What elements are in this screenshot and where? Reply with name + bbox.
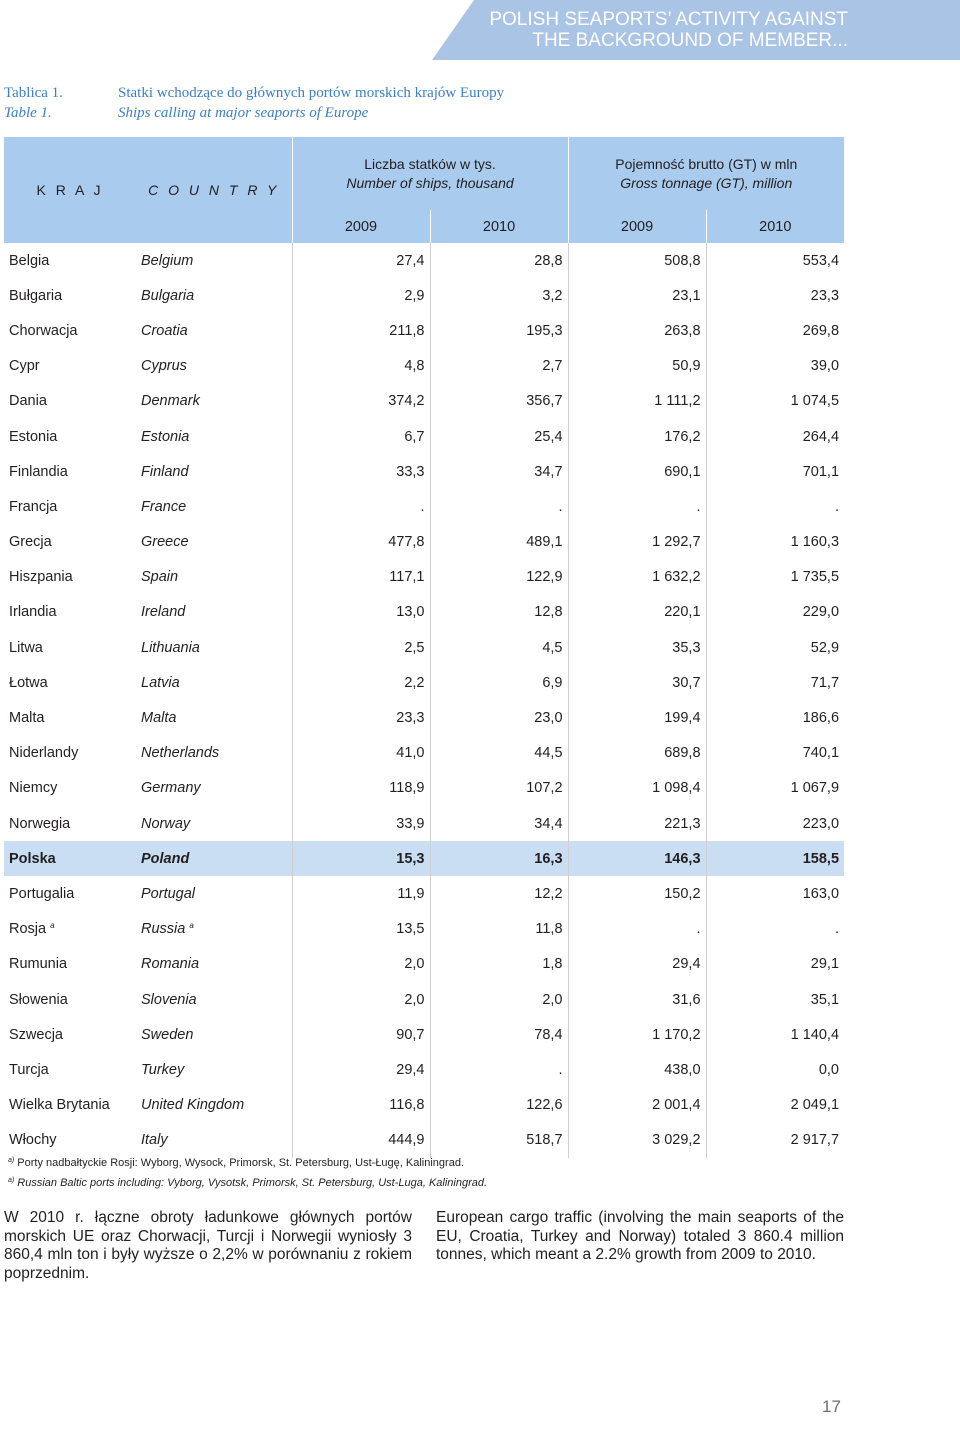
table-row	[4, 912, 844, 947]
table-cell-value: 23,3	[292, 700, 430, 735]
country-name-en: Greece	[141, 534, 189, 551]
cell-country-pl	[4, 560, 136, 595]
country-name-pl: Wielka Brytania	[9, 1097, 110, 1114]
country-name-en: Portugal	[141, 885, 196, 902]
table-cell-value: 13,0	[292, 595, 430, 630]
cell-country-pl	[4, 1017, 136, 1052]
table-cell-value: 146,3	[568, 841, 706, 876]
footnotes	[8, 1152, 487, 1192]
table-cell-value: 1 140,4	[790, 1026, 840, 1043]
cell-country-en	[136, 912, 292, 947]
country-name-pl: Polska	[9, 850, 56, 867]
table-cell-value: 25,4	[430, 419, 568, 454]
table-cell-value: 41,0	[292, 736, 430, 771]
table-cell-value: 33,9	[292, 806, 430, 841]
country-name-en: Germany	[141, 780, 201, 797]
cell-country-pl	[4, 313, 136, 348]
table-cell-value: 6,9	[430, 665, 568, 700]
country-name-en: Slovenia	[141, 991, 197, 1008]
table-cell-value: 39,0	[810, 358, 840, 375]
table-cell-value: 211,8	[292, 313, 430, 348]
cell-country-en	[136, 841, 292, 876]
country-name-pl: Turcja	[9, 1061, 49, 1078]
cell-country-pl	[4, 771, 136, 806]
table-cell-value: 553,4	[802, 252, 840, 269]
table-cell-value: .	[834, 921, 840, 938]
country-name-pl: Norwegia	[9, 815, 71, 832]
table-cell-value: 35,3	[568, 630, 706, 665]
table-cell-value: 11,9	[292, 876, 430, 911]
table-cell-value: 71,7	[810, 674, 840, 691]
table-cell-value: 229,0	[802, 604, 840, 621]
table-cell-value: 34,7	[430, 454, 568, 489]
table-cell-value: .	[568, 912, 706, 947]
table-cell-value: 2 001,4	[568, 1088, 706, 1123]
table-row	[4, 841, 844, 876]
table-cell-value: 2 917,7	[790, 1132, 840, 1149]
table-cell-value: 690,1	[568, 454, 706, 489]
page-number: 17	[822, 1397, 841, 1416]
cell-country-en	[136, 384, 292, 419]
table-row	[4, 419, 844, 454]
cell-country-pl	[4, 384, 136, 419]
header-year: 2009	[568, 210, 706, 243]
cell-country-en	[136, 1017, 292, 1052]
footnote-mark: a)	[8, 1157, 15, 1164]
country-name-pl: Bułgaria	[9, 287, 63, 304]
table-cell-value: 23,0	[430, 700, 568, 735]
cell-country-pl	[4, 595, 136, 630]
table-row	[4, 454, 844, 489]
cell-country-en	[136, 982, 292, 1017]
table-cell-value: .	[834, 498, 840, 515]
cell-country-en	[136, 771, 292, 806]
table-row	[4, 489, 844, 524]
country-name-pl: Szwecja	[9, 1026, 63, 1043]
cell-country-en	[136, 454, 292, 489]
cell-country-en	[136, 947, 292, 982]
table-row	[4, 243, 844, 278]
country-name-en: Lithuania	[141, 639, 200, 656]
table-row	[4, 806, 844, 841]
table-cell-value: 2,0	[292, 947, 430, 982]
country-name-pl: Włochy	[9, 1132, 57, 1149]
cell-country-en	[136, 806, 292, 841]
table-cell-value: 195,3	[430, 313, 568, 348]
table-cell-value: 518,7	[430, 1123, 568, 1158]
table-cell-value: 3,2	[430, 278, 568, 313]
footnote-pl	[8, 1152, 487, 1172]
country-name-pl: Francja	[9, 498, 58, 515]
cell-country-en	[136, 1088, 292, 1123]
country-name-pl: Malta	[9, 710, 45, 727]
table-cell-value: 116,8	[292, 1088, 430, 1123]
table-cell-value: 29,1	[810, 956, 840, 973]
table-cell-value: 176,2	[568, 419, 706, 454]
table-row	[4, 525, 844, 560]
table-cell-value: 223,0	[802, 815, 840, 832]
country-name-pl: Rumunia	[9, 956, 68, 973]
table-cell-value: 1 160,3	[790, 534, 840, 551]
cell-country-en	[136, 278, 292, 313]
table-cell-value: 6,7	[292, 419, 430, 454]
country-name-en: Sweden	[141, 1026, 194, 1043]
table-cell-value: 3 029,2	[568, 1123, 706, 1158]
table-cell-value: 50,9	[568, 349, 706, 384]
table-cell-value: 1 111,2	[568, 384, 706, 419]
cell-country-pl	[4, 489, 136, 524]
cell-country-en	[136, 525, 292, 560]
table-cell-value: 158,5	[706, 841, 844, 876]
header-year: 2010	[430, 210, 568, 243]
country-name-pl: Portugalia	[9, 885, 75, 902]
table-cell-value: 122,9	[430, 560, 568, 595]
table-cell-value: 1 170,2	[568, 1017, 706, 1052]
table-row	[4, 1088, 844, 1123]
country-name-pl: Niderlandy	[9, 745, 79, 762]
table-cell-value: 264,4	[802, 428, 840, 445]
country-name-pl: Łotwa	[9, 674, 48, 691]
country-name-en: Croatia	[141, 322, 188, 339]
table-cell-value: 27,4	[292, 243, 430, 278]
header-year: 2010	[706, 210, 844, 243]
table-cell-value: 78,4	[430, 1017, 568, 1052]
table-cell-value: 16,3	[430, 841, 568, 876]
header-group-tonnage	[568, 137, 844, 210]
country-name-en: Latvia	[141, 674, 180, 691]
table-cell-value: 1 067,9	[790, 780, 840, 797]
country-name-pl: Irlandia	[9, 604, 57, 621]
cell-country-en	[136, 595, 292, 630]
footnote-ref: a	[189, 921, 194, 931]
country-name-en: Romania	[141, 956, 200, 973]
cell-country-en	[136, 349, 292, 384]
table-cell-value: .	[292, 489, 430, 524]
table-row	[4, 876, 844, 911]
header-group-tonnage-pl: Pojemność brutto (GT) w mln	[615, 155, 798, 172]
header-country: C O U N T R Y	[136, 137, 292, 243]
header-kraj: K R A J	[4, 137, 136, 243]
country-name-en: Bulgaria	[141, 287, 195, 304]
country-name-pl: Niemcy	[9, 780, 58, 797]
cell-country-pl	[4, 700, 136, 735]
country-name-pl: Chorwacja	[9, 322, 78, 339]
table-row	[4, 947, 844, 982]
country-name-en: Norway	[141, 815, 191, 832]
cell-country-pl	[4, 841, 136, 876]
country-name-en: Netherlands	[141, 745, 220, 762]
table-cell-value: 30,7	[568, 665, 706, 700]
cell-country-pl	[4, 278, 136, 313]
cell-country-en	[136, 665, 292, 700]
table-cell-value: 477,8	[292, 525, 430, 560]
caption-label-en: Table 1.	[4, 105, 52, 121]
country-name-en: Estonia	[141, 428, 190, 445]
table-cell-value: 13,5	[292, 912, 430, 947]
table-cell-value: 444,9	[292, 1123, 430, 1158]
table-row	[4, 313, 844, 348]
header-year: 2009	[292, 210, 430, 243]
country-name-pl: Belgia	[9, 252, 50, 269]
country-name-pl: Dania	[9, 393, 47, 410]
table-cell-value: 1 098,4	[568, 771, 706, 806]
table-row	[4, 384, 844, 419]
header-group-tonnage-en: Gross tonnage (GT), million	[620, 174, 793, 191]
cell-country-en	[136, 630, 292, 665]
table-cell-value: 221,3	[568, 806, 706, 841]
table-cell-value: 23,1	[568, 278, 706, 313]
country-name-en: Italy	[141, 1132, 168, 1149]
table-row	[4, 665, 844, 700]
table-cell-value: 29,4	[568, 947, 706, 982]
table-cell-value: 489,1	[430, 525, 568, 560]
table-cell-value: 0,0	[818, 1061, 840, 1078]
table-row	[4, 1052, 844, 1087]
table-cell-value: 199,4	[568, 700, 706, 735]
table-cell-value: 374,2	[292, 384, 430, 419]
cell-country-pl	[4, 419, 136, 454]
table-body	[4, 243, 844, 1158]
country-name-en: Ireland	[141, 604, 186, 621]
table-cell-value: 31,6	[568, 982, 706, 1017]
table-cell-value: 118,9	[292, 771, 430, 806]
cell-country-pl	[4, 806, 136, 841]
table-cell-value: 34,4	[430, 806, 568, 841]
running-header-line1: POLISH SEAPORTS’ ACTIVITY AGAINST	[489, 9, 848, 30]
footnote-ref: a	[50, 921, 55, 931]
table-cell-value: 2,0	[292, 982, 430, 1017]
table-cell-value: 1 735,5	[790, 569, 840, 586]
running-header-line2: THE BACKGROUND OF MEMBER...	[532, 30, 848, 51]
country-name-en: Spain	[141, 569, 179, 586]
country-name-pl: Rosja	[9, 921, 47, 938]
table-cell-value: 2,9	[292, 278, 430, 313]
table-cell-value: 28,8	[430, 243, 568, 278]
caption-title-pl: Statki wchodzące do głównych portów morskich krajów Europy	[118, 85, 505, 101]
table-cell-value: .	[568, 489, 706, 524]
footnote-en	[8, 1172, 487, 1192]
running-header	[489, 9, 848, 51]
table-cell-value: 12,2	[430, 876, 568, 911]
table-cell-value: 44,5	[430, 736, 568, 771]
country-name-pl: Grecja	[9, 534, 52, 551]
table-cell-value: 263,8	[568, 313, 706, 348]
table-cell-value: 4,8	[292, 349, 430, 384]
cell-country-pl	[4, 243, 136, 278]
table-cell-value: 33,3	[292, 454, 430, 489]
cell-country-en	[136, 700, 292, 735]
table-cell-value: 15,3	[292, 841, 430, 876]
cell-country-pl	[4, 982, 136, 1017]
caption-title-en: Ships calling at major seaports of Europe	[118, 105, 369, 121]
table-row	[4, 1017, 844, 1052]
cell-country-pl	[4, 1052, 136, 1087]
table-cell-value: 1 074,5	[790, 393, 840, 410]
cell-country-en	[136, 736, 292, 771]
cell-country-en	[136, 313, 292, 348]
country-name-pl: Słowenia	[9, 991, 68, 1008]
country-name-pl: Cypr	[9, 358, 40, 375]
cell-country-pl	[4, 630, 136, 665]
footnote-pl-text: Porty nadbałtyckie Rosji: Wyborg, Wysock, Primorsk, St. Petersburg, Ust-Ługę, Kaliningrad.	[17, 1157, 464, 1169]
country-name-en: Finland	[141, 463, 189, 480]
table-row	[4, 560, 844, 595]
paragraph-pl: W 2010 r. łączne obroty ładunkowe głównych portów morskich UE oraz Chorwacji, Turcji i Norwegii wyniosły 3 860,4 mln ton i były wyższe o 2,2% w porównaniu z rokiem poprzednim.	[4, 1209, 412, 1282]
table-cell-value: .	[430, 1052, 568, 1087]
table-cell-value: 29,4	[292, 1052, 430, 1087]
table-cell-value: 438,0	[568, 1052, 706, 1087]
cell-country-pl	[4, 876, 136, 911]
table-cell-value: 11,8	[430, 912, 568, 947]
footnote-mark: a)	[8, 1177, 15, 1184]
table-cell-value: 2,2	[292, 665, 430, 700]
table-cell-value: 1 292,7	[568, 525, 706, 560]
country-name-en: Poland	[141, 850, 190, 867]
table-cell-value: 186,6	[802, 710, 840, 727]
table-cell-value: 220,1	[568, 595, 706, 630]
cell-country-pl	[4, 665, 136, 700]
country-name-en: Denmark	[141, 393, 200, 410]
cell-country-pl	[4, 349, 136, 384]
cell-country-pl	[4, 454, 136, 489]
table-row	[4, 349, 844, 384]
table-cell-value: 23,3	[810, 287, 840, 304]
table-cell-value: 4,5	[430, 630, 568, 665]
table-cell-value: 356,7	[430, 384, 568, 419]
cell-country-en	[136, 489, 292, 524]
table-cell-value: 701,1	[802, 463, 840, 480]
table-row	[4, 736, 844, 771]
table-cell-value: 2 049,1	[790, 1097, 840, 1114]
country-name-en: United Kingdom	[141, 1097, 245, 1114]
cell-country-en	[136, 560, 292, 595]
paragraph-en: European cargo traffic (involving the main seaports of the EU, Croatia, Turkey and Norway) totaled 3 860.4 million tonnes, which meant a 2.2% growth from 2009 to 2010.	[436, 1209, 844, 1263]
table-row	[4, 595, 844, 630]
table-row	[4, 982, 844, 1017]
table-cell-value: 2,7	[430, 349, 568, 384]
cell-country-en	[136, 876, 292, 911]
country-name-pl: Hiszpania	[9, 569, 73, 586]
country-name-en: Belgium	[141, 252, 194, 269]
table-cell-value: .	[430, 489, 568, 524]
table-row	[4, 700, 844, 735]
table-row	[4, 771, 844, 806]
table-cell-value: 35,1	[810, 991, 840, 1008]
table-cell-value: 117,1	[292, 560, 430, 595]
table-cell-value: 689,8	[568, 736, 706, 771]
footnote-en-text: Russian Baltic ports including: Vyborg, Vysotsk, Primorsk, St. Petersburg, Ust-Luga, Kaliningrad.	[17, 1177, 488, 1189]
table-cell-value: 2,5	[292, 630, 430, 665]
table-cell-value: 740,1	[802, 745, 840, 762]
country-name-pl: Estonia	[9, 428, 58, 445]
country-name-en: France	[141, 498, 187, 515]
table-caption	[4, 83, 504, 123]
country-name-en: Malta	[141, 710, 177, 727]
table-cell-value: 2,0	[430, 982, 568, 1017]
cell-country-en	[136, 419, 292, 454]
table-cell-value: 107,2	[430, 771, 568, 806]
cell-country-pl	[4, 736, 136, 771]
country-name-pl: Litwa	[9, 639, 43, 656]
table-row	[4, 630, 844, 665]
cell-country-en	[136, 243, 292, 278]
table-cell-value: 122,6	[430, 1088, 568, 1123]
table-cell-value: 90,7	[292, 1017, 430, 1052]
cell-country-en	[136, 1052, 292, 1087]
country-name-pl: Finlandia	[9, 463, 68, 480]
table-cell-value: 163,0	[802, 885, 840, 902]
cell-country-pl	[4, 525, 136, 560]
cell-country-pl	[4, 1088, 136, 1123]
table-cell-value: 150,2	[568, 876, 706, 911]
table-cell-value: 52,9	[810, 639, 840, 656]
country-name-en: Turkey	[141, 1061, 185, 1078]
country-name-en: Cyprus	[141, 358, 187, 375]
table-cell-value: 269,8	[802, 322, 840, 339]
cell-country-pl	[4, 947, 136, 982]
table-cell-value: 508,8	[568, 243, 706, 278]
header-group-ships	[292, 137, 568, 210]
header-group-ships-pl: Liczba statków w tys.	[364, 155, 496, 172]
header-group-ships-en: Number of ships, thousand	[346, 174, 514, 191]
ships-table	[4, 137, 844, 1158]
table-row	[4, 278, 844, 313]
country-name-en: Russia	[141, 921, 186, 938]
table-cell-value: 1 632,2	[568, 560, 706, 595]
table-cell-value: 12,8	[430, 595, 568, 630]
table-cell-value: 1,8	[430, 947, 568, 982]
caption-label-pl: Tablica 1.	[4, 85, 63, 101]
cell-country-pl	[4, 912, 136, 947]
